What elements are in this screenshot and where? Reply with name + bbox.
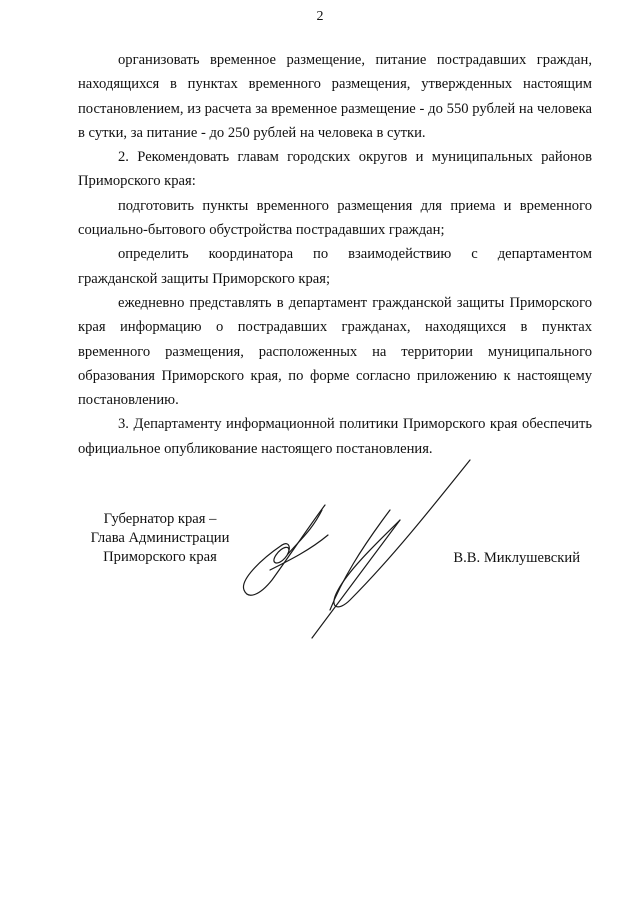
paragraph-recommend: 2. Рекомендовать главам городских округов и муниципальных районов Приморского края: [78,149,592,190]
paragraph-coordinator: определить координатора по взаимодействию с департаментом гражданской защиты Приморского края; [78,246,592,287]
paragraph-publication: 3. Департаменту информационной политики Приморского края обеспечить официальное опубликование настоящего постановления. [78,416,592,457]
handwritten-signature [230,440,490,650]
signatory-title-line: Приморского края [103,549,217,565]
signatory-title-line: Глава Администрации [90,530,230,546]
paragraph-accommodation: организовать временное размещение, питание пострадавших граждан, находящихся в пунктах временного размещения, утвержденных настоящим постановлением, из расчета за временное размещение - до 550 рублей на человека в сутки, за питание - до 250 рублей на человека в сутки. [78,52,592,141]
paragraph-daily-report: ежедневно представлять в департамент гражданской защиты Приморского края информацию о пострадавших гражданах, находящихся в пунктах временного размещения, расположенных на территории муниципального образования Приморского края, по форме согласно приложению к настоящему постановлению. [78,294,592,409]
signatory-title [80,510,240,567]
page-number: 2 [316,9,324,24]
signatory-title-line: Губернатор края – [103,511,217,527]
paragraph-prepare-points: подготовить пункты временного размещения для приема и временного социально-бытового обустройства пострадавших граждан; [78,197,592,239]
document-body [78,48,592,461]
signatory-name: В.В. Миклушевский [453,550,580,566]
